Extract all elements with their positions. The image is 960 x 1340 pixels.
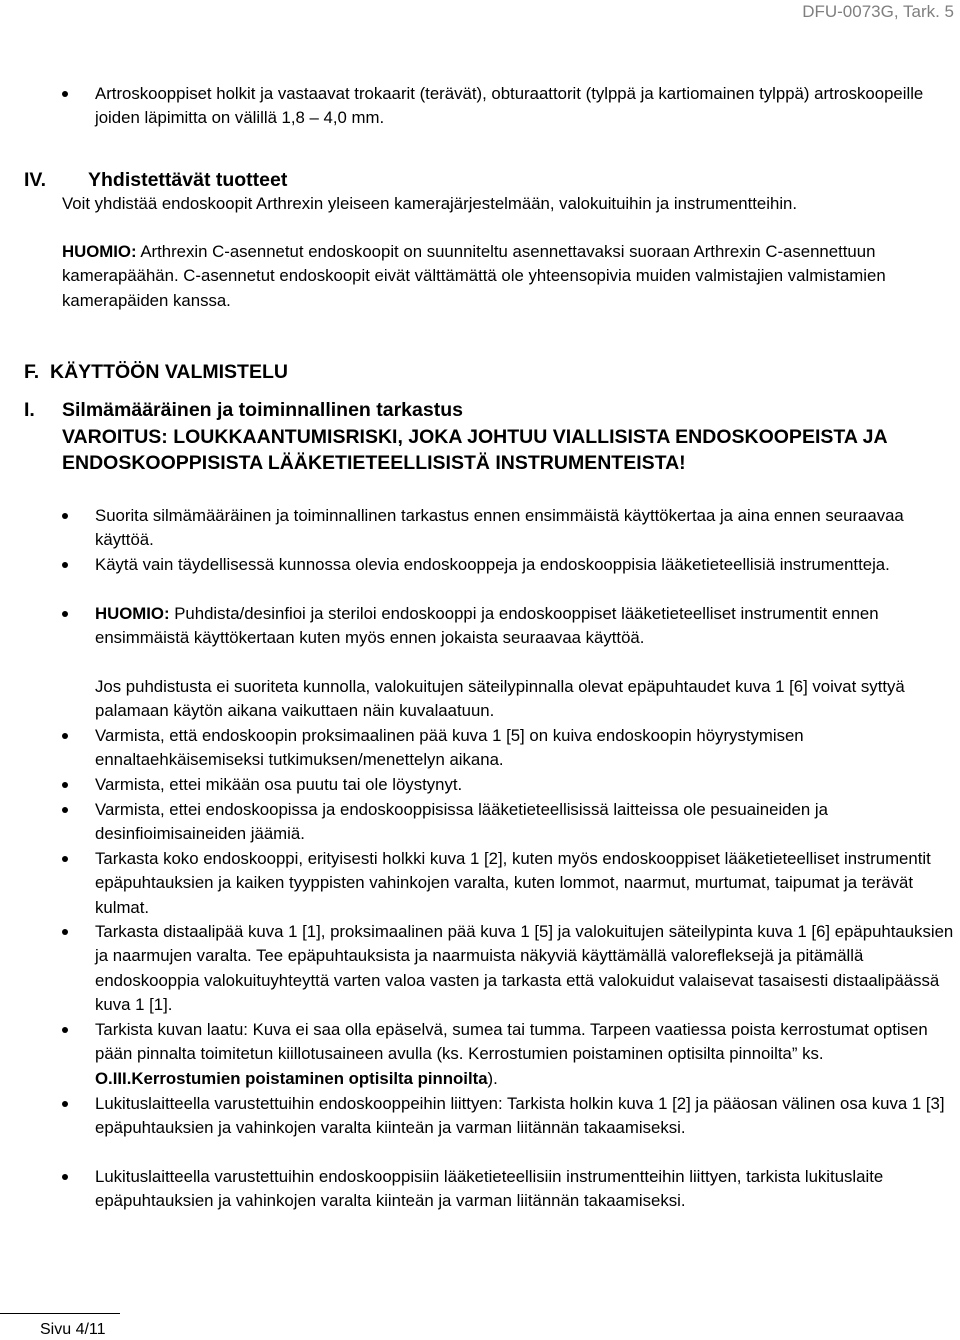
- bullet-text: Varmista, ettei mikään osa puutu tai ole löystynyt.: [95, 775, 463, 794]
- bullet-icon: [62, 733, 68, 739]
- bullet-icon: [62, 513, 68, 519]
- bullet-text: [95, 1018, 959, 1091]
- section-f-title: F. KÄYTTÖÖN VALMISTELU: [24, 361, 288, 383]
- extra-paragraph: Jos puhdistusta ei suoriteta kunnolla, valokuitujen säteilypinnalla olevat epäpuhtaudet kuva 1 [6] voivat syttyä palamaan käytön aikana vaikuttaen näin kuvalaatuun.: [95, 677, 905, 721]
- bullet-text: Tarkasta distaalipää kuva 1 [1], proksimaalinen pää kuva 1 [5] ja valokuitujen säteilypinta kuva 1 [6] epäpuhtauksien ja naarmujen varalta. Tee epäpuhtauksista ja naarmuista näkyviä käyttämällä valorefleksejä ja pitämällä endoskooppia valokuituyhteyttä varten valoa vasten ja tarkasta että valokuidut valaisevat tasaisesti distaalipäässä kuva 1 [1].: [95, 922, 954, 1015]
- bullet-text: Lukituslaitteella varustettuihin endoskooppeihin liittyen: Tarkista holkin kuva 1 [2] ja pääosan välinen osa kuva 1 [3] epäpuhtauksien ja vahinkojen varalta kiinteän ja varman liitännän takaamiseksi.: [95, 1094, 945, 1138]
- page-number: Sivu 4/11: [40, 1321, 106, 1338]
- note-text: Arthrexin C-asennetut endoskoopit on suunniteltu asennettavaksi suoraan Arthrexin C-asennettuun kamerapäähän.: [62, 242, 876, 286]
- bullet-icon: [62, 807, 68, 813]
- section-iv-number: IV.: [24, 169, 47, 191]
- section-iv-title: Yhdistettävät tuotteet: [88, 169, 288, 191]
- note-label: HUOMIO:: [95, 604, 170, 623]
- section-iv-note: [62, 240, 958, 313]
- bullet-icon: [62, 1027, 68, 1033]
- bullet-icon: [62, 782, 68, 788]
- bullet-text: [95, 602, 959, 651]
- bullet-icon: [62, 91, 68, 97]
- cross-reference-link[interactable]: O.III.Kerrostumien poistaminen optisilta pinnoilta: [95, 1068, 488, 1088]
- bullet-text: Varmista, ettei endoskoopissa ja endoskooppisissa lääketieteellisissä laitteissa ole pesuaineiden ja desinfioimisaineiden jäämiä.: [95, 800, 828, 844]
- bullet-tail-text: ).: [487, 1068, 498, 1088]
- bullet-icon: [62, 929, 68, 935]
- bullet-icon: [62, 1174, 68, 1180]
- note-label: HUOMIO:: [62, 242, 137, 261]
- bullet-icon: [62, 1101, 68, 1107]
- bullet-text: Käytä vain täydellisessä kunnossa olevia endoskooppeja ja endoskooppisia lääketieteellisiä instrumentteja.: [95, 555, 890, 574]
- note-text-2: C-asennetut endoskoopit eivät välttämättä ole yhteensopivia muiden valmistajien valmistamien kamerapäiden kanssa.: [62, 266, 886, 310]
- bullet-text: Tarkasta koko endoskooppi, erityisesti holkki kuva 1 [2], kuten myös endoskooppiset lääketieteelliset instrumentit epäpuhtauksien ja kaiken tyyppisten vahinkojen varalta, kuten lommot, naarmut, murtumat, taipumat ja terävät kulmat.: [95, 849, 931, 917]
- intro-bullet-text: Artroskooppiset holkit ja vastaavat trokaarit (terävät), obturaattorit (tylppä ja kartiomainen tylppä) artroskoopeille joiden läpimitta on välillä 1,8 – 4,0 mm.: [95, 84, 924, 128]
- bullet-icon: [62, 562, 68, 568]
- warning-text: VAROITUS: LOUKKAANTUMISRISKI, JOKA JOHTUU VIALLISISTA ENDOSKOOPEISTA JA ENDOSKOOPPISISTA LÄÄKETIETEELLISISTÄ INSTRUMENTEISTA!: [62, 426, 887, 474]
- bullet-main-text: Tarkista kuvan laatu: Kuva ei saa olla epäselvä, sumea tai tumma. Tarpeen vaatiessa poista kerrostumat optisen pään pinnalta toimitetun kiillotusaineen avulla (ks. Kerrostumien poistaminen optisilta pinnoilta” ks.: [95, 1020, 928, 1064]
- section-i-number: I.: [24, 399, 35, 421]
- footer-divider: [0, 1313, 120, 1314]
- note-text: Puhdista/desinfioi ja steriloi endoskooppi ja endoskooppiset lääketieteelliset instrumentit ennen ensimmäistä käyttökertaan kuten myös ennen jokaista seuraavaa käyttöä.: [95, 604, 879, 648]
- bullet-text: Suorita silmämääräinen ja toiminnallinen tarkastus ennen ensimmäistä käyttökertaa ja aina ennen seuraavaa käyttöä.: [95, 506, 904, 550]
- bullet-icon: [62, 856, 68, 862]
- bullet-text: Varmista, että endoskoopin proksimaalinen pää kuva 1 [5] on kuiva endoskoopin höyrystymisen ennaltaehkäisemiseksi tutkimuksen/menettelyn aikana.: [95, 726, 804, 770]
- document-code: DFU-0073G, Tark. 5: [802, 2, 954, 21]
- bullet-icon: [62, 611, 68, 617]
- section-i-title: Silmämääräinen ja toiminnallinen tarkastus: [62, 399, 463, 421]
- bullet-text: Lukituslaitteella varustettuihin endoskooppisiin lääketieteellisiin instrumentteihin liittyen, tarkista lukituslaite epäpuhtauksien ja vahinkojen varalta kiinteän ja varman liitännän takaamiseksi.: [95, 1167, 884, 1211]
- section-iv-text: Voit yhdistää endoskoopit Arthrexin yleiseen kamerajärjestelmään, valokuituihin ja instrumentteihin.: [62, 194, 798, 213]
